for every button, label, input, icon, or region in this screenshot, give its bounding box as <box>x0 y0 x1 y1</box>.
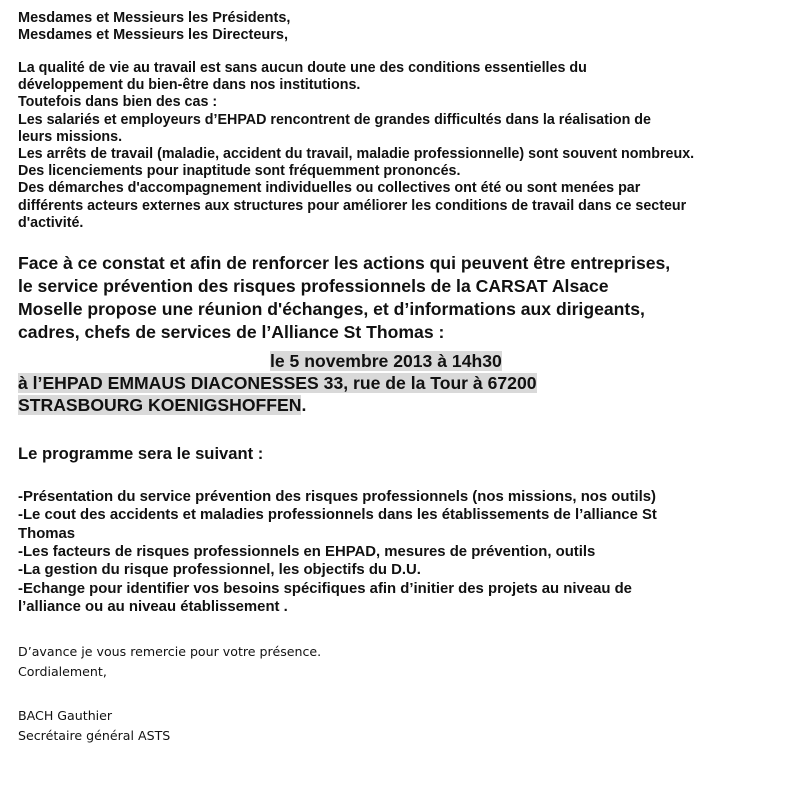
intro-line: Toutefois dans bien des cas : <box>18 94 218 111</box>
event-address-line <box>18 372 788 394</box>
intro-paragraph <box>18 60 788 232</box>
programme-item: -La gestion du risque professionnel, les objectifs du D.U. <box>18 562 421 579</box>
programme-item: -Le cout des accidents et maladies professionnels dans les établissements de l’alliance St <box>18 507 657 524</box>
intro-line: développement du bien-être dans nos institutions. <box>18 77 361 94</box>
programme-title: Le programme sera le suivant : <box>18 444 264 464</box>
event-address-part2: STRASBOURG KOENIGSHOFFEN <box>18 395 302 416</box>
salutation-line: Mesdames et Messieurs les Présidents, <box>18 10 291 26</box>
proposal-line: le service prévention des risques professionnels de la CARSAT Alsace <box>18 276 609 297</box>
intro-line: Les salariés et employeurs d’EHPAD rencontrent de grandes difficultés dans la réalisation de <box>18 111 651 128</box>
event-date: le 5 novembre 2013 à 14h30 <box>270 351 502 372</box>
programme-item: l’alliance ou au niveau établissement . <box>18 598 288 615</box>
intro-line: Les arrêts de travail (maladie, accident du travail, maladie professionnelle) sont souvent nombreux. <box>18 146 695 163</box>
intro-line: d'activité. <box>18 214 84 231</box>
closing-line: D’avance je vous remercie pour votre présence. <box>18 644 322 660</box>
event-address-end: . <box>301 395 307 416</box>
intro-line: Des licenciements pour inaptitude sont fréquemment prononcés. <box>18 163 461 180</box>
letter-document <box>18 10 788 746</box>
intro-line: La qualité de vie au travail est sans aucun doute une des conditions essentielles du <box>18 60 587 76</box>
programme-item: -Les facteurs de risques professionnels en EHPAD, mesures de prévention, outils <box>18 543 596 560</box>
programme-item: -Présentation du service prévention des risques professionnels (nos missions, nos outils) <box>18 489 656 506</box>
event-date-line <box>18 350 788 372</box>
event-address-part1: à l’EHPAD EMMAUS DIACONESSES 33, rue de la Tour à 67200 <box>18 373 537 394</box>
intro-line: leurs missions. <box>18 128 123 145</box>
salutation-line: Mesdames et Messieurs les Directeurs, <box>18 27 288 43</box>
closing <box>18 642 788 682</box>
proposal-line: cadres, chefs de services de l’Alliance St Thomas : <box>18 322 445 343</box>
intro-line: différents acteurs externes aux structures pour améliorer les conditions de travail dans ce secteur <box>18 197 687 214</box>
closing-line: Cordialement, <box>18 664 107 680</box>
programme-list <box>18 488 788 616</box>
proposal-line: Moselle propose une réunion d'échanges, et d’informations aux dirigeants, <box>18 299 645 320</box>
signature-title: Secrétaire général ASTS <box>18 728 171 744</box>
event-address-line <box>18 394 788 416</box>
signature-name: BACH Gauthier <box>18 708 113 724</box>
programme-item: -Echange pour identifier vos besoins spécifiques afin d’initier des projets au niveau de <box>18 580 632 597</box>
event-details <box>18 350 788 416</box>
intro-line: Des démarches d'accompagnement individuelles ou collectives ont été ou sont menées par <box>18 180 641 197</box>
signature <box>18 706 788 746</box>
proposal-line: Face à ce constat et afin de renforcer les actions qui peuvent être entreprises, <box>18 253 671 274</box>
programme-item: Thomas <box>18 525 76 542</box>
proposal-paragraph <box>18 252 788 344</box>
salutation <box>18 10 788 44</box>
